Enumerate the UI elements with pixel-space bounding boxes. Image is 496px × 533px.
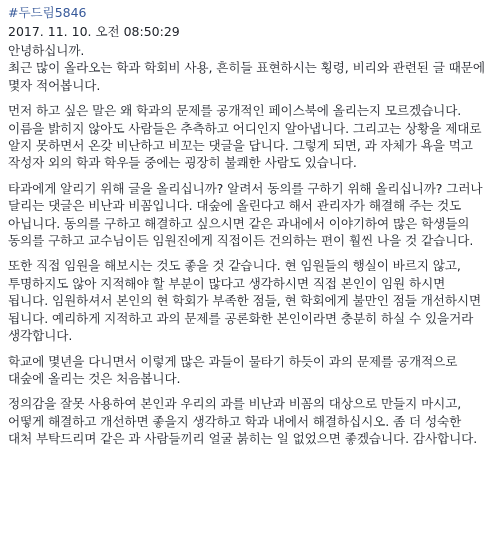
post-paragraph-3: 타과에게 알리기 위해 글을 올리십니까? 알려서 동의를 구하기 위해 올리십니까? 그러나 달리는 댓글은 비난과 비꼼입니다. 대숲에 올린다고 해서 관리자가 해결해 주는 것도 아닙니다. 동의를 구하고 해결하고 싶으시면 같은 과내에서 이야기하여 많은 학생들의 동의를 구하고 교수님이든 임원진에게 직접이든 건의하는 편이 훨씬 나을 것 같습니다. xyxy=(8,180,483,249)
post-paragraph-5: 학교에 몇년을 다니면서 이렇게 많은 과들이 물타기 하듯이 과의 문제를 공개적으로 대숲에 올리는 것은 처음봅니다. xyxy=(8,353,458,386)
post-paragraph-2: 먼저 하고 싶은 말은 왜 학과의 문제를 공개적인 페이스북에 올리는지 모르겠습니다. 이름을 밝히지 않아도 사람들은 추측하고 어디인지 알아냅니다. 그리고는 상황을 제대로 알지 못하면서 온갖 비난하고 비꼬는 댓글을 답니다. 그렇게 되면, 과 자체가 욕을 먹고 작성자 외의 학과 학우들 중에는 굉장히 불쾌한 사람도 있습니다. xyxy=(8,103,482,171)
post-paragraph-6: 정의감을 잘못 사용하여 본인과 우리의 과를 비난과 비꼼의 대상으로 만들지 마시고, 어떻게 해결하고 개선하면 좋을지 생각하고 학과 내에서 해결하십시오. 좀 더 성숙한 대처 부탁드리며 같은 과 사람들끼리 얼굴 붉히는 일 없었으면 좋겠습니다. 감사합니다. xyxy=(8,396,478,447)
hashtag-link[interactable]: #두드림5846 xyxy=(8,5,87,20)
post-paragraph-1: 안녕하십니까. 최근 많이 올라오는 학과 학회비 사용, 흔히들 표현하시는 횡령, 비리와 관련된 글 때문에 몇자 적어봅니다. xyxy=(8,43,485,93)
post-paragraph-4: 또한 직접 임원을 해보시는 것도 좋을 것 같습니다. 현 임원들의 행실이 바르지 않고, 투명하지도 않아 지적해야 할 부분이 많다고 생각하시면 직접 본인이 임원 하시면 됩니다. 임원하셔서 본인의 현 학회가 부족한 점들, 현 학회에게 불만인 점들 개선하시면 됩니다. 예리하게 지적하고 과의 문제를 공론화한 본인이라면 충분히 하실 수 있을거라 생각합니다. xyxy=(8,258,482,344)
post-timestamp: 2017. 11. 10. 오전 08:50:29 xyxy=(8,24,180,39)
